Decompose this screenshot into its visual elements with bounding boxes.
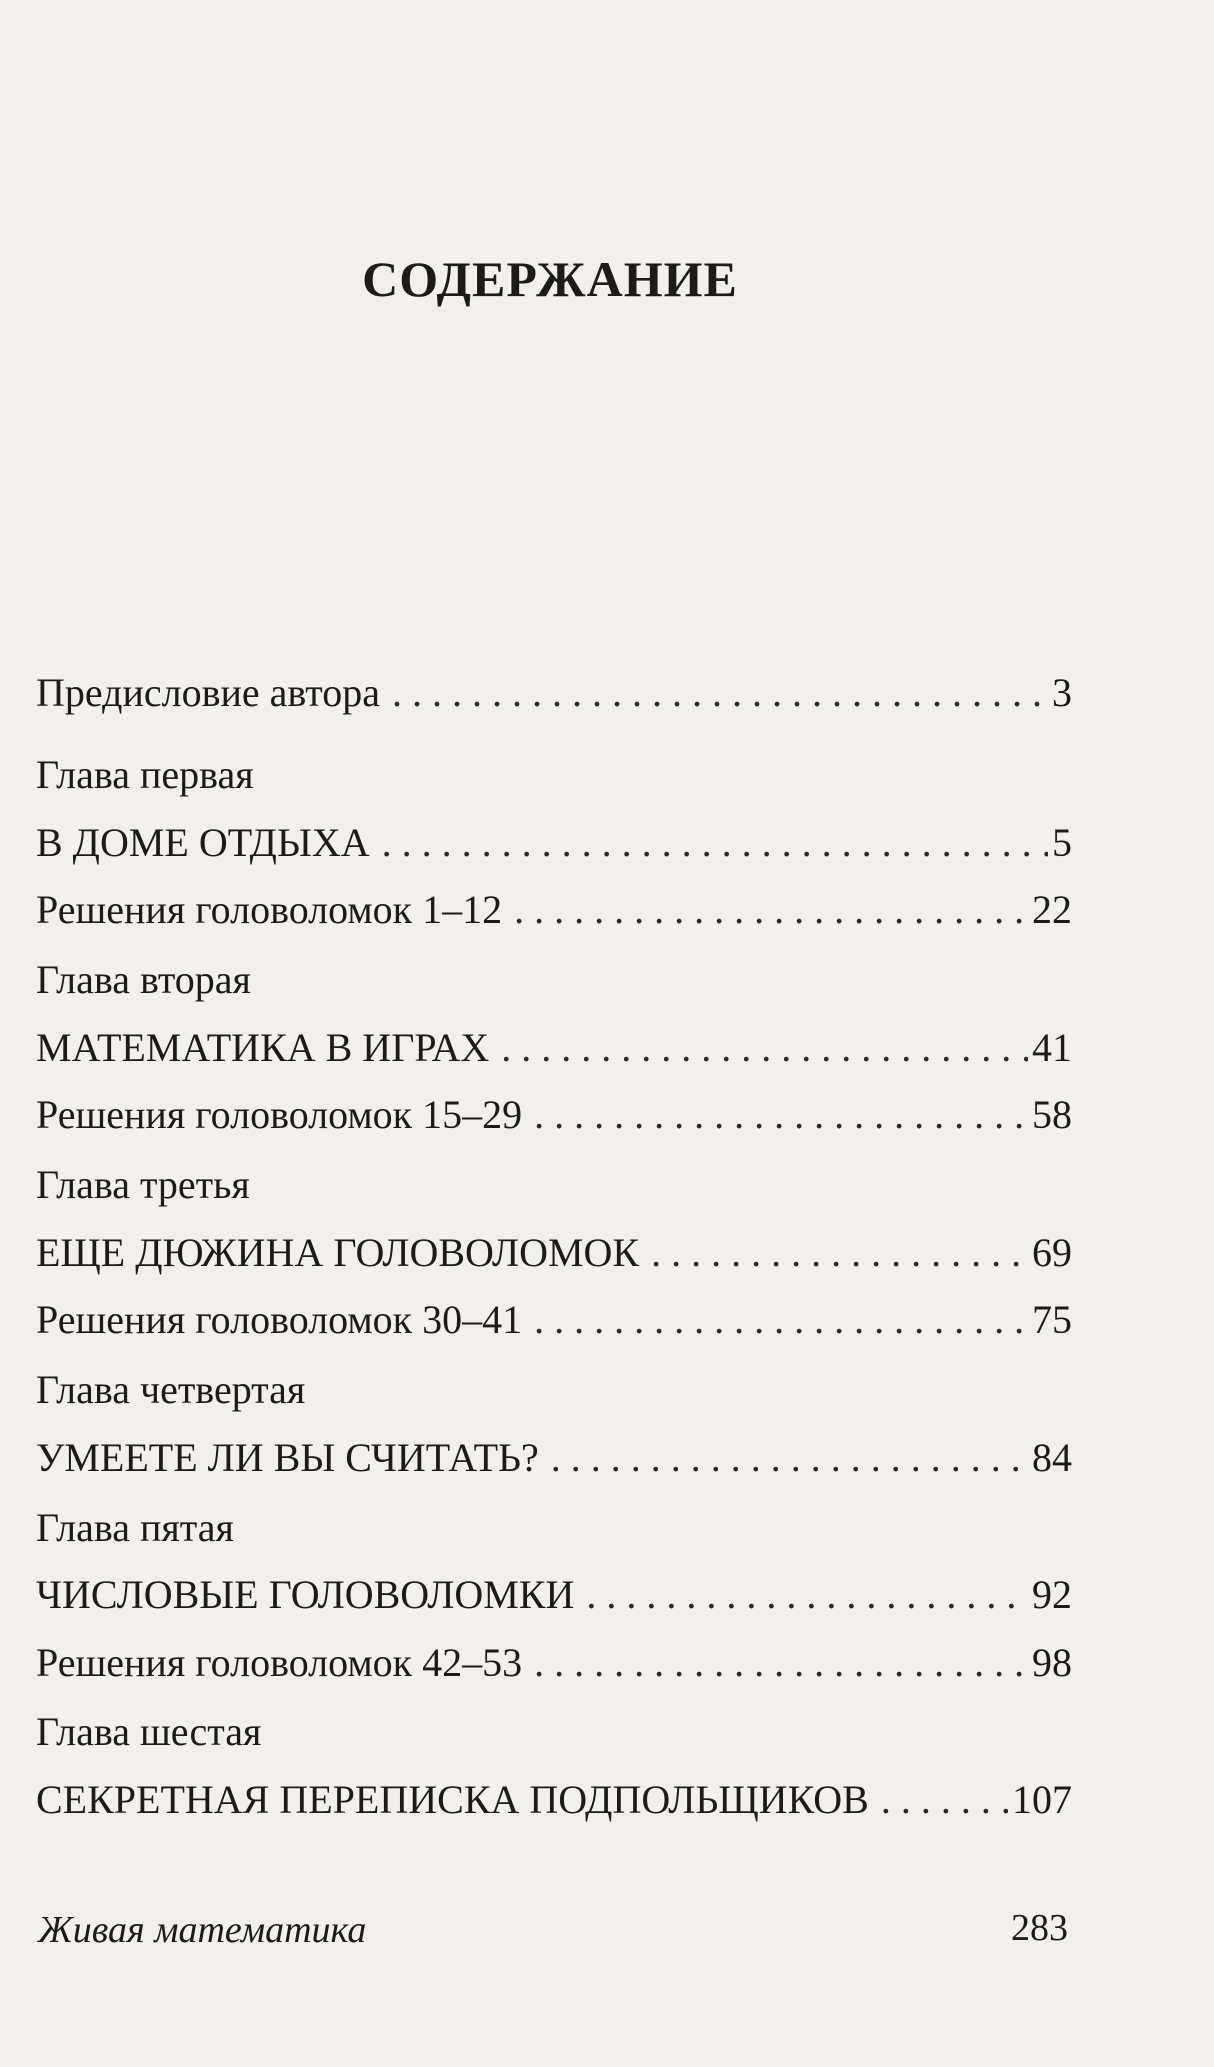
page-number: 283 [1011, 1907, 1068, 1949]
page-title: СОДЕРЖАНИЕ [362, 251, 738, 307]
toc-chapter-heading [36, 750, 1072, 800]
dot-leader [534, 1090, 1028, 1140]
toc-entry-chapter[interactable] [36, 1433, 1072, 1483]
toc-entry-label: Решения головоломок 30–41 [36, 1297, 523, 1342]
toc-page-number: 98 [1032, 1640, 1072, 1685]
toc-entry-chapter[interactable] [36, 1775, 1072, 1825]
chapter-heading-label: Глава третья [36, 1162, 250, 1207]
toc-entry-solutions[interactable] [36, 1638, 1072, 1688]
toc-entry-label: Решения головоломок 42–53 [36, 1640, 523, 1685]
toc-page-number: 58 [1032, 1092, 1072, 1137]
toc-entry-label: Предисловие автора [36, 670, 380, 715]
toc-entry-label: Решения головоломок 1–12 [36, 887, 503, 932]
dot-leader [392, 668, 1048, 718]
toc-page-number: 75 [1032, 1297, 1072, 1342]
toc-chapter-heading [36, 1160, 1072, 1210]
chapter-heading-label: Глава пятая [36, 1505, 234, 1550]
toc-entry-chapter[interactable] [36, 1023, 1072, 1073]
toc-entry-label: ЕЩЕ ДЮЖИНА ГОЛОВОЛОМОК [36, 1230, 640, 1275]
chapter-heading-label: Глава шестая [36, 1709, 262, 1754]
toc-chapter-heading [36, 1707, 1072, 1757]
toc-entry-solutions[interactable] [36, 885, 1072, 935]
toc-chapter-heading [36, 1503, 1072, 1553]
toc-entry-label: В ДОМЕ ОТДЫХА [36, 820, 370, 865]
chapter-heading-label: Глава первая [36, 752, 254, 797]
toc-entry-preface[interactable] [36, 668, 1072, 718]
toc-chapter-heading [36, 955, 1072, 1005]
toc-entry-solutions[interactable] [36, 1295, 1072, 1345]
dot-leader [514, 885, 1028, 935]
dot-leader [586, 1570, 1028, 1620]
toc-entry-chapter[interactable] [36, 1228, 1072, 1278]
toc-entry-label: УМЕЕТЕ ЛИ ВЫ СЧИТАТЬ? [36, 1435, 539, 1480]
toc-page-number: 84 [1032, 1435, 1072, 1480]
dot-leader [534, 1295, 1028, 1345]
toc-page-number: 69 [1032, 1230, 1072, 1275]
toc-page-number: 3 [1052, 670, 1072, 715]
toc-page-number: 92 [1032, 1572, 1072, 1617]
toc-page-number: 107 [1012, 1777, 1072, 1822]
toc-entry-label: ЧИСЛОВЫЕ ГОЛОВОЛОМКИ [36, 1572, 575, 1617]
dot-leader [881, 1775, 1008, 1825]
dot-leader [534, 1638, 1028, 1688]
chapter-heading-label: Глава четвертая [36, 1367, 306, 1412]
dot-leader [551, 1433, 1028, 1483]
toc-entry-chapter[interactable] [36, 1570, 1072, 1620]
toc-page-number: 41 [1032, 1025, 1072, 1070]
dot-leader [651, 1228, 1028, 1278]
toc-entry-label: Решения головоломок 15–29 [36, 1092, 523, 1137]
dot-leader [501, 1023, 1028, 1073]
toc-page-number: 22 [1032, 887, 1072, 932]
toc-entry-solutions[interactable] [36, 1090, 1072, 1140]
toc-entry-label: МАТЕМАТИКА В ИГРАХ [36, 1025, 490, 1070]
toc-chapter-heading [36, 1365, 1072, 1415]
chapter-heading-label: Глава вторая [36, 957, 251, 1002]
toc-entry-label: СЕКРЕТНАЯ ПЕРЕПИСКА ПОДПОЛЬЩИКОВ [36, 1777, 869, 1822]
running-footer-title: Живая математика [38, 1909, 367, 1951]
toc-page-number: 5 [1052, 820, 1072, 865]
toc-entry-chapter[interactable] [36, 818, 1072, 868]
dot-leader [382, 818, 1048, 868]
